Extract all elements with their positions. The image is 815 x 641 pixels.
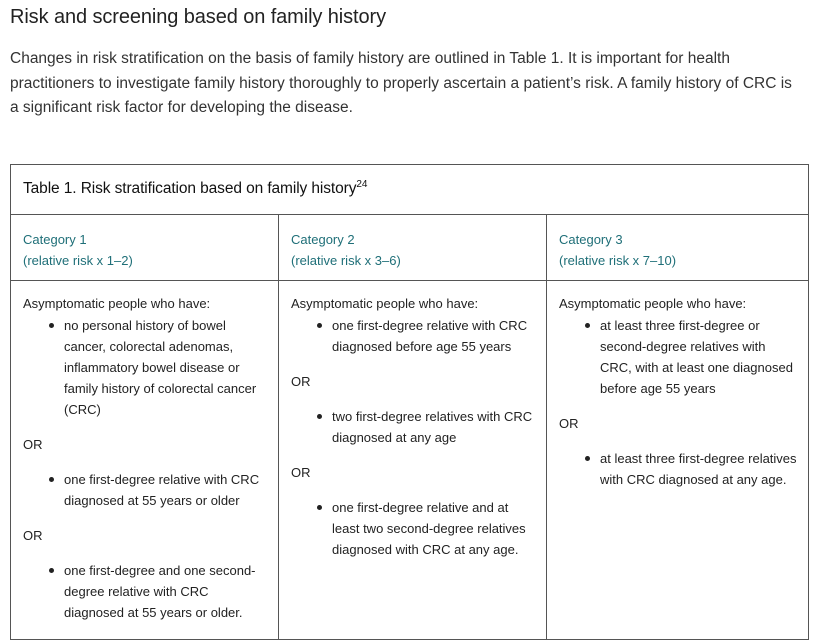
category-3-criteria — [559, 293, 799, 490]
or-label: OR — [23, 437, 43, 452]
column-divider — [278, 215, 279, 639]
or-label: OR — [291, 465, 311, 480]
risk-table — [10, 164, 809, 640]
category-2-criteria — [291, 293, 537, 560]
criteria-list — [23, 469, 269, 511]
intro-paragraph: Changes in risk stratification on the basis of family history are outlined in Table 1. It is important for health practitioners to investigate family history thoroughly to properly ascertain a patient’s risk. A family history of CRC is a significant risk factor for developing the disease. — [10, 50, 792, 116]
list-item: at least three first-degree relatives with CRC diagnosed at any age. — [600, 448, 799, 490]
criteria-lead: Asymptomatic people who have: — [23, 296, 211, 311]
list-item: one first-degree relative with CRC diagnosed before age 55 years — [332, 315, 537, 357]
category-3-risk: (relative risk x 7–10) — [559, 253, 677, 268]
criteria-list — [291, 315, 537, 357]
category-1-name: Category 1 — [23, 232, 87, 247]
criteria-list — [291, 406, 537, 448]
category-1-criteria — [23, 293, 269, 623]
or-label: OR — [23, 528, 43, 543]
row-divider — [11, 280, 808, 281]
list-item: one first-degree relative and at least two second-degree relatives diagnosed with CRC at any age. — [332, 497, 537, 560]
criteria-list — [291, 497, 537, 560]
table-caption — [11, 165, 808, 215]
criteria-list — [23, 315, 269, 420]
category-3-name: Category 3 — [559, 232, 623, 247]
list-item: two first-degree relatives with CRC diagnosed at any age — [332, 406, 537, 448]
column-divider — [546, 215, 547, 639]
category-1-header — [23, 229, 133, 271]
category-2-risk: (relative risk x 3–6) — [291, 253, 401, 268]
or-label: OR — [291, 374, 311, 389]
criteria-list — [559, 448, 799, 490]
list-item: no personal history of bowel cancer, colorectal adenomas, inflammatory bowel disease or family history of colorectal cancer (CRC) — [64, 315, 269, 420]
criteria-list — [23, 560, 269, 623]
category-2-name: Category 2 — [291, 232, 355, 247]
or-label: OR — [559, 416, 579, 431]
criteria-list — [559, 315, 799, 399]
section-heading: Risk and screening based on family history — [10, 6, 386, 28]
category-3-header — [559, 229, 676, 271]
table-caption-title: Table 1. Risk stratification based on family history — [23, 180, 357, 197]
criteria-lead: Asymptomatic people who have: — [291, 296, 479, 311]
table-caption-text — [23, 180, 367, 198]
category-1-risk: (relative risk x 1–2) — [23, 253, 133, 268]
criteria-lead: Asymptomatic people who have: — [559, 296, 747, 311]
list-item: one first-degree and one second-degree relative with CRC diagnosed at 55 years or older. — [64, 560, 269, 623]
list-item: at least three first-degree or second-degree relatives with CRC, with at least one diagnosed before age 55 years — [600, 315, 799, 399]
table-caption-reference: 24 — [356, 179, 368, 190]
list-item: one first-degree relative with CRC diagnosed at 55 years or older — [64, 469, 269, 511]
category-2-header — [291, 229, 401, 271]
